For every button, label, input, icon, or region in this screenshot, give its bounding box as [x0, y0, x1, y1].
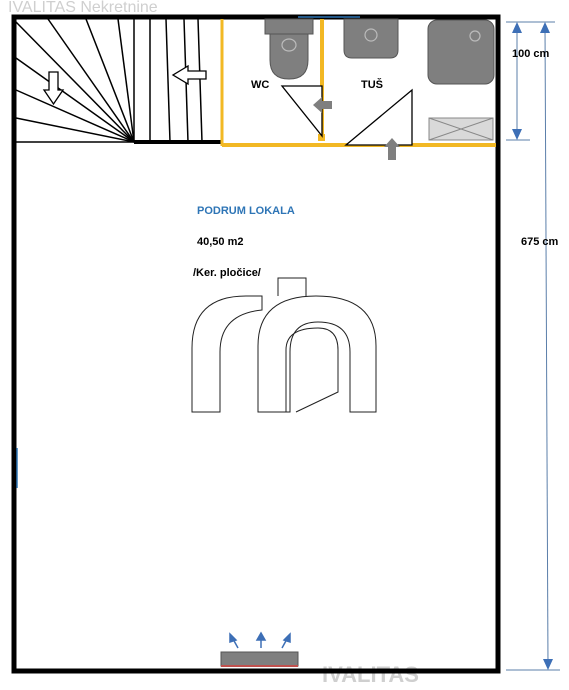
floor-symbol-icon	[192, 278, 376, 412]
dimension-line-total	[506, 22, 560, 670]
vent-arrow-icon	[230, 633, 290, 648]
dimension-label-total: 675 cm	[521, 236, 559, 248]
wc-door	[282, 86, 322, 136]
watermark-top: IVALITAS Nekretnine	[8, 0, 158, 16]
dimension-label-bathroom: 100 cm	[512, 48, 550, 60]
room-label-shower: TUŠ	[361, 79, 383, 91]
flooring-type: /Ker. pločice/	[193, 267, 261, 279]
shower-tray-icon	[428, 20, 494, 84]
sink-icon	[344, 19, 398, 58]
stair-down-arrow-icon	[44, 72, 63, 104]
room-area: 40,50 m2	[197, 236, 244, 248]
room-label-wc: WC	[251, 79, 270, 91]
vent-icon	[221, 652, 298, 666]
stair-left-arrow-icon	[173, 66, 206, 84]
dimension-line-bathroom	[506, 22, 530, 140]
stairs	[16, 19, 222, 142]
toilet-icon	[265, 19, 313, 79]
bench-icon	[429, 118, 493, 140]
watermark-bottom: IVALITAS	[322, 662, 419, 687]
room-title-basement: PODRUM LOKALA	[197, 205, 295, 217]
outer-walls	[14, 17, 498, 671]
shower-door	[346, 90, 412, 145]
